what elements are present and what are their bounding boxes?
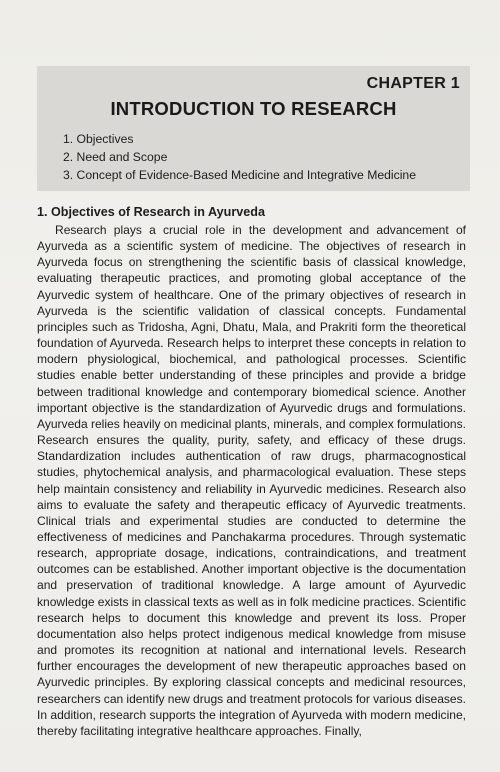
chapter-contents-list — [63, 130, 416, 184]
chapter-header-box — [37, 66, 470, 191]
chapter-title: INTRODUCTION TO RESEARCH — [110, 98, 397, 119]
contents-item: 2. Need and Scope — [63, 150, 168, 164]
chapter-label: CHAPTER 1 — [366, 75, 460, 92]
contents-item: 3. Concept of Evidence-Based Medicine and Integrative Medicine — [63, 168, 416, 182]
contents-item: 1. Objectives — [63, 132, 134, 146]
section-heading: 1. Objectives of Research in Ayurveda — [37, 205, 265, 219]
body-paragraph: Research plays a crucial role in the development and advancement of Ayurveda as a scientific system of medicine. The objectives of research in Ayurveda focus on strengthening the scientific basis of classical knowledge, evaluating therapeutic practices, and promoting global acceptance of the Ayurvedic system of healthcare. One of the primary objectives of research in Ayurveda is the scientific validation of classical concepts. Fundamental principles such as Tridosha, Agni, Dhatu, Mala, and Prakriti form the theoretical foundation of Ayurveda. Research helps to interpret these concepts in relation to modern physiological, biochemical, and pathological processes. Scientific studies enable better understanding of these principles and provide a bridge between traditional knowledge and contemporary biomedical science. Another important objective is the standardization of Ayurvedic drugs and formulations. Ayurveda relies heavily on medicinal plants, minerals, and complex formulations. Research ensures the quality, purity, safety, and efficacy of these drugs. Standardization includes authentication of raw drugs, pharmacognostical studies, phytochemical analysis, and pharmacological evaluation. These steps help maintain consistency and reliability in Ayurvedic medicines. Research also aims to evaluate the safety and therapeutic efficacy of Ayurvedic treatments. Clinical trials and experimental studies are conducted to determine the effectiveness of medicines and Panchakarma procedures. Through systematic research, appropriate dosage, indications, contraindications, and treatment outcomes can be established. Another important objective is the documentation and preservation of traditional knowledge. A large amount of Ayurvedic knowledge exists in classical texts as well as in folk medicine practices. Scientific research helps to document this knowledge and prevent its loss. Proper documentation also helps protect indigenous medical knowledge from misuse and promotes its recognition at national and international levels. Research further encourages the development of new therapeutic approaches based on Ayurvedic principles. By exploring classical concepts and medicinal resources, researchers can identify new drugs and treatment protocols for various diseases. In addition, research supports the integration of Ayurveda with modern medicine, thereby facilitating integrative healthcare approaches. Finally, — [37, 223, 466, 738]
